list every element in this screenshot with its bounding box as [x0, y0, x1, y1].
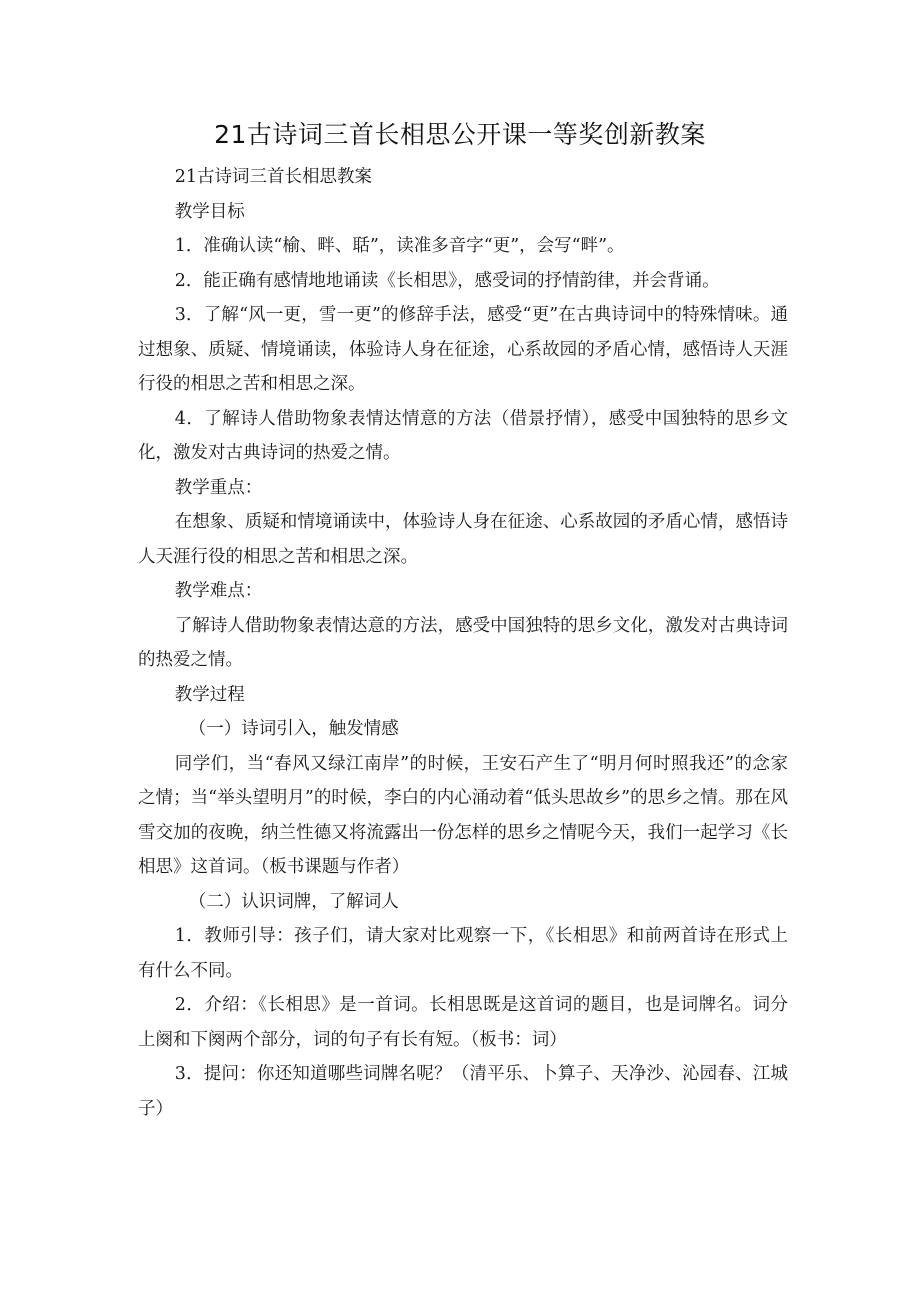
paragraph: 了解诗人借助物象表情达意的方法，感受中国独特的思乡文化，激发对古典诗词的热爱之情。: [138, 615, 788, 670]
document-body: [138, 160, 788, 1126]
document-title: 21古诗词三首长相思公开课一等奖创新教案: [214, 120, 706, 149]
paragraph: 3．提问：你还知道哪些词牌名呢？（清平乐、卜算子、天净沙、沁园春、江城子）: [138, 1064, 788, 1119]
section-heading: 教学重点：: [174, 477, 263, 498]
paragraph: 同学们，当“春风又绿江南岸”的时候，王安石产生了“明月何时照我还”的念家之情；当“举头望明月”的时候，李白的内心涌动着“低头思故乡”的思乡之情。那在风雪交加的夜晚，纳兰性德又将流露出一份怎样的思乡之情呢今天，我们一起学习《长相思》这首词。（板书课题与作者）: [138, 753, 788, 877]
section-heading: 教学过程: [174, 684, 245, 705]
paragraph: 1．教师引导：孩子们，请大家对比观察一下，《长相思》和前两首诗在形式上有什么不同。: [138, 926, 788, 981]
section-heading: 教学难点：: [174, 581, 263, 601]
subsection-heading: （一）诗词引入，触发情感: [188, 719, 399, 739]
section-heading: 教学目标: [174, 201, 245, 222]
paragraph: 2．介绍：《长相思》是一首词。长相思既是这首词的题目，也是词牌名。词分上阕和下阕两个部分，词的句子有长有短。（板书：词）: [138, 995, 788, 1050]
paragraph: 4．了解诗人借助物象表情达情意的方法（借景抒情），感受中国独特的思乡文化，激发对古典诗词的热爱之情。: [138, 408, 788, 463]
paragraph: 1．准确认读“榆、畔、聒”，读准多音字“更”，会写“畔”。: [174, 236, 625, 256]
subsection-heading: （二）认识词牌，了解词人: [188, 891, 399, 912]
paragraph: 2．能正确有感情地地诵读《长相思》，感受词的抒情韵律，并会背诵。: [174, 270, 720, 291]
paragraph: 21古诗词三首长相思教案: [174, 167, 373, 187]
paragraph: 在想象、质疑和情境诵读中，体验诗人身在征途、心系故园的矛盾心情，感悟诗人天涯行役的相思之苦和相思之深。: [138, 512, 788, 567]
paragraph: 3．了解“风一更，雪一更”的修辞手法，感受“更”在古典诗词中的特殊情味。通过想象、质疑、情境诵读，体验诗人身在征途，心系故园的矛盾心情，感悟诗人天涯行役的相思之苦和相思之深。: [138, 305, 788, 394]
